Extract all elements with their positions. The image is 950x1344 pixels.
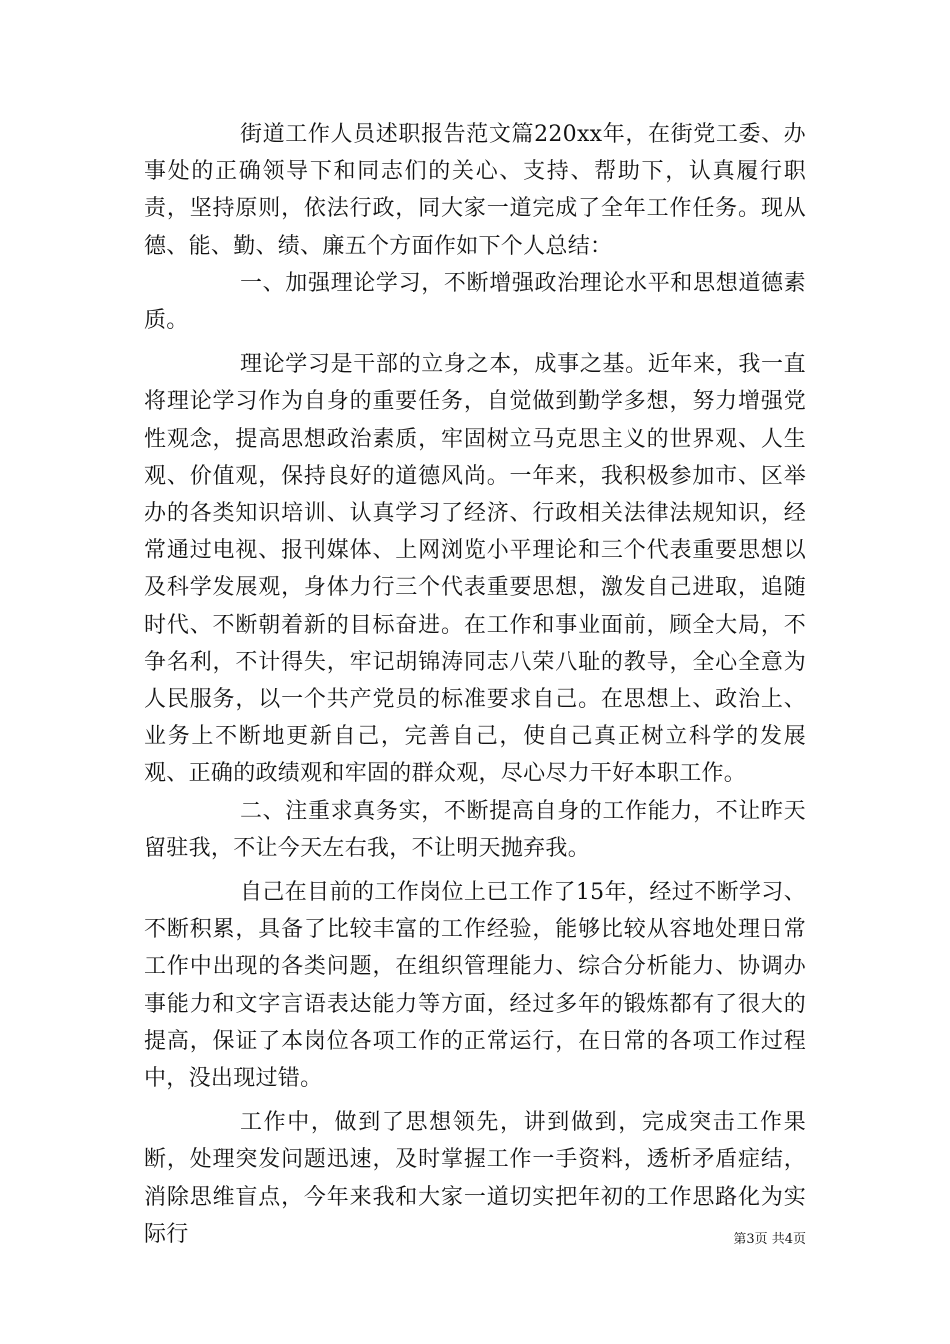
document-body bbox=[144, 116, 806, 1253]
paragraph-theory-study: 理论学习是干部的立身之本，成事之基。近年来，我一直将理论学习作为自身的重要任务，自觉做到勤学多想，努力增强党性观念，提高思想政治素质，牢固树立马克思主义的世界观、人生观、价值观，保持良好的道德风尚。一年来，我积极参加市、区举办的各类知识培训、认真学习了经济、行政相关法律法规知识，经常通过电视、报刊媒体、上网浏览小平理论和三个代表重要思想以及科学发展观，身体力行三个代表重要思想，激发自己进取，追随时代、不断朝着新的目标奋进。在工作和事业面前，顾全大局，不争名利，不计得失，牢记胡锦涛同志八荣八耻的教导，全心全意为人民服务，以一个共产党员的标准要求自己。在思想上、政治上、业务上不断地更新自己，完善自己，使自己真正树立科学的发展观、正确的政绩观和牢固的群众观，尽心尽力干好本职工作。 bbox=[144, 352, 806, 787]
heading-section-1: 一、加强理论学习，不断增强政治理论水平和思想道德素质。 bbox=[144, 270, 806, 334]
heading-section-2: 二、注重求真务实，不断提高自身的工作能力，不让昨天留驻我，不让今天左右我，不让明天抛弃我。 bbox=[144, 798, 806, 861]
paragraph-work-practice: 工作中，做到了思想领先，讲到做到，完成突击工作果断，处理突发问题迅速，及时掌握工作一手资料，透析矛盾症结，消除思维盲点，今年来我和大家一道切实把年初的工作思路化为实际行 bbox=[144, 1110, 806, 1247]
paragraph-intro: 街道工作人员述职报告范文篇220xx年，在街党工委、办事处的正确领导下和同志们的关心、支持、帮助下，认真履行职责，坚持原则，依法行政，同大家一道完成了全年工作任务。现从德、能、勤、绩、廉五个方面作如下个人总结： bbox=[144, 122, 806, 259]
page-number-footer: 第3页 共4页 bbox=[733, 1232, 806, 1247]
paragraph-work-experience: 自己在目前的工作岗位上已工作了15年，经过不断学习、不断积累，具备了比较丰富的工作经验，能够比较从容地处理日常工作中出现的各类问题，在组织管理能力、综合分析能力、协调办事能力和文字言语表达能力等方面，经过多年的锻炼都有了很大的提高，保证了本岗位各项工作的正常运行，在日常的各项工作过程中，没出现过错。 bbox=[144, 880, 806, 1092]
